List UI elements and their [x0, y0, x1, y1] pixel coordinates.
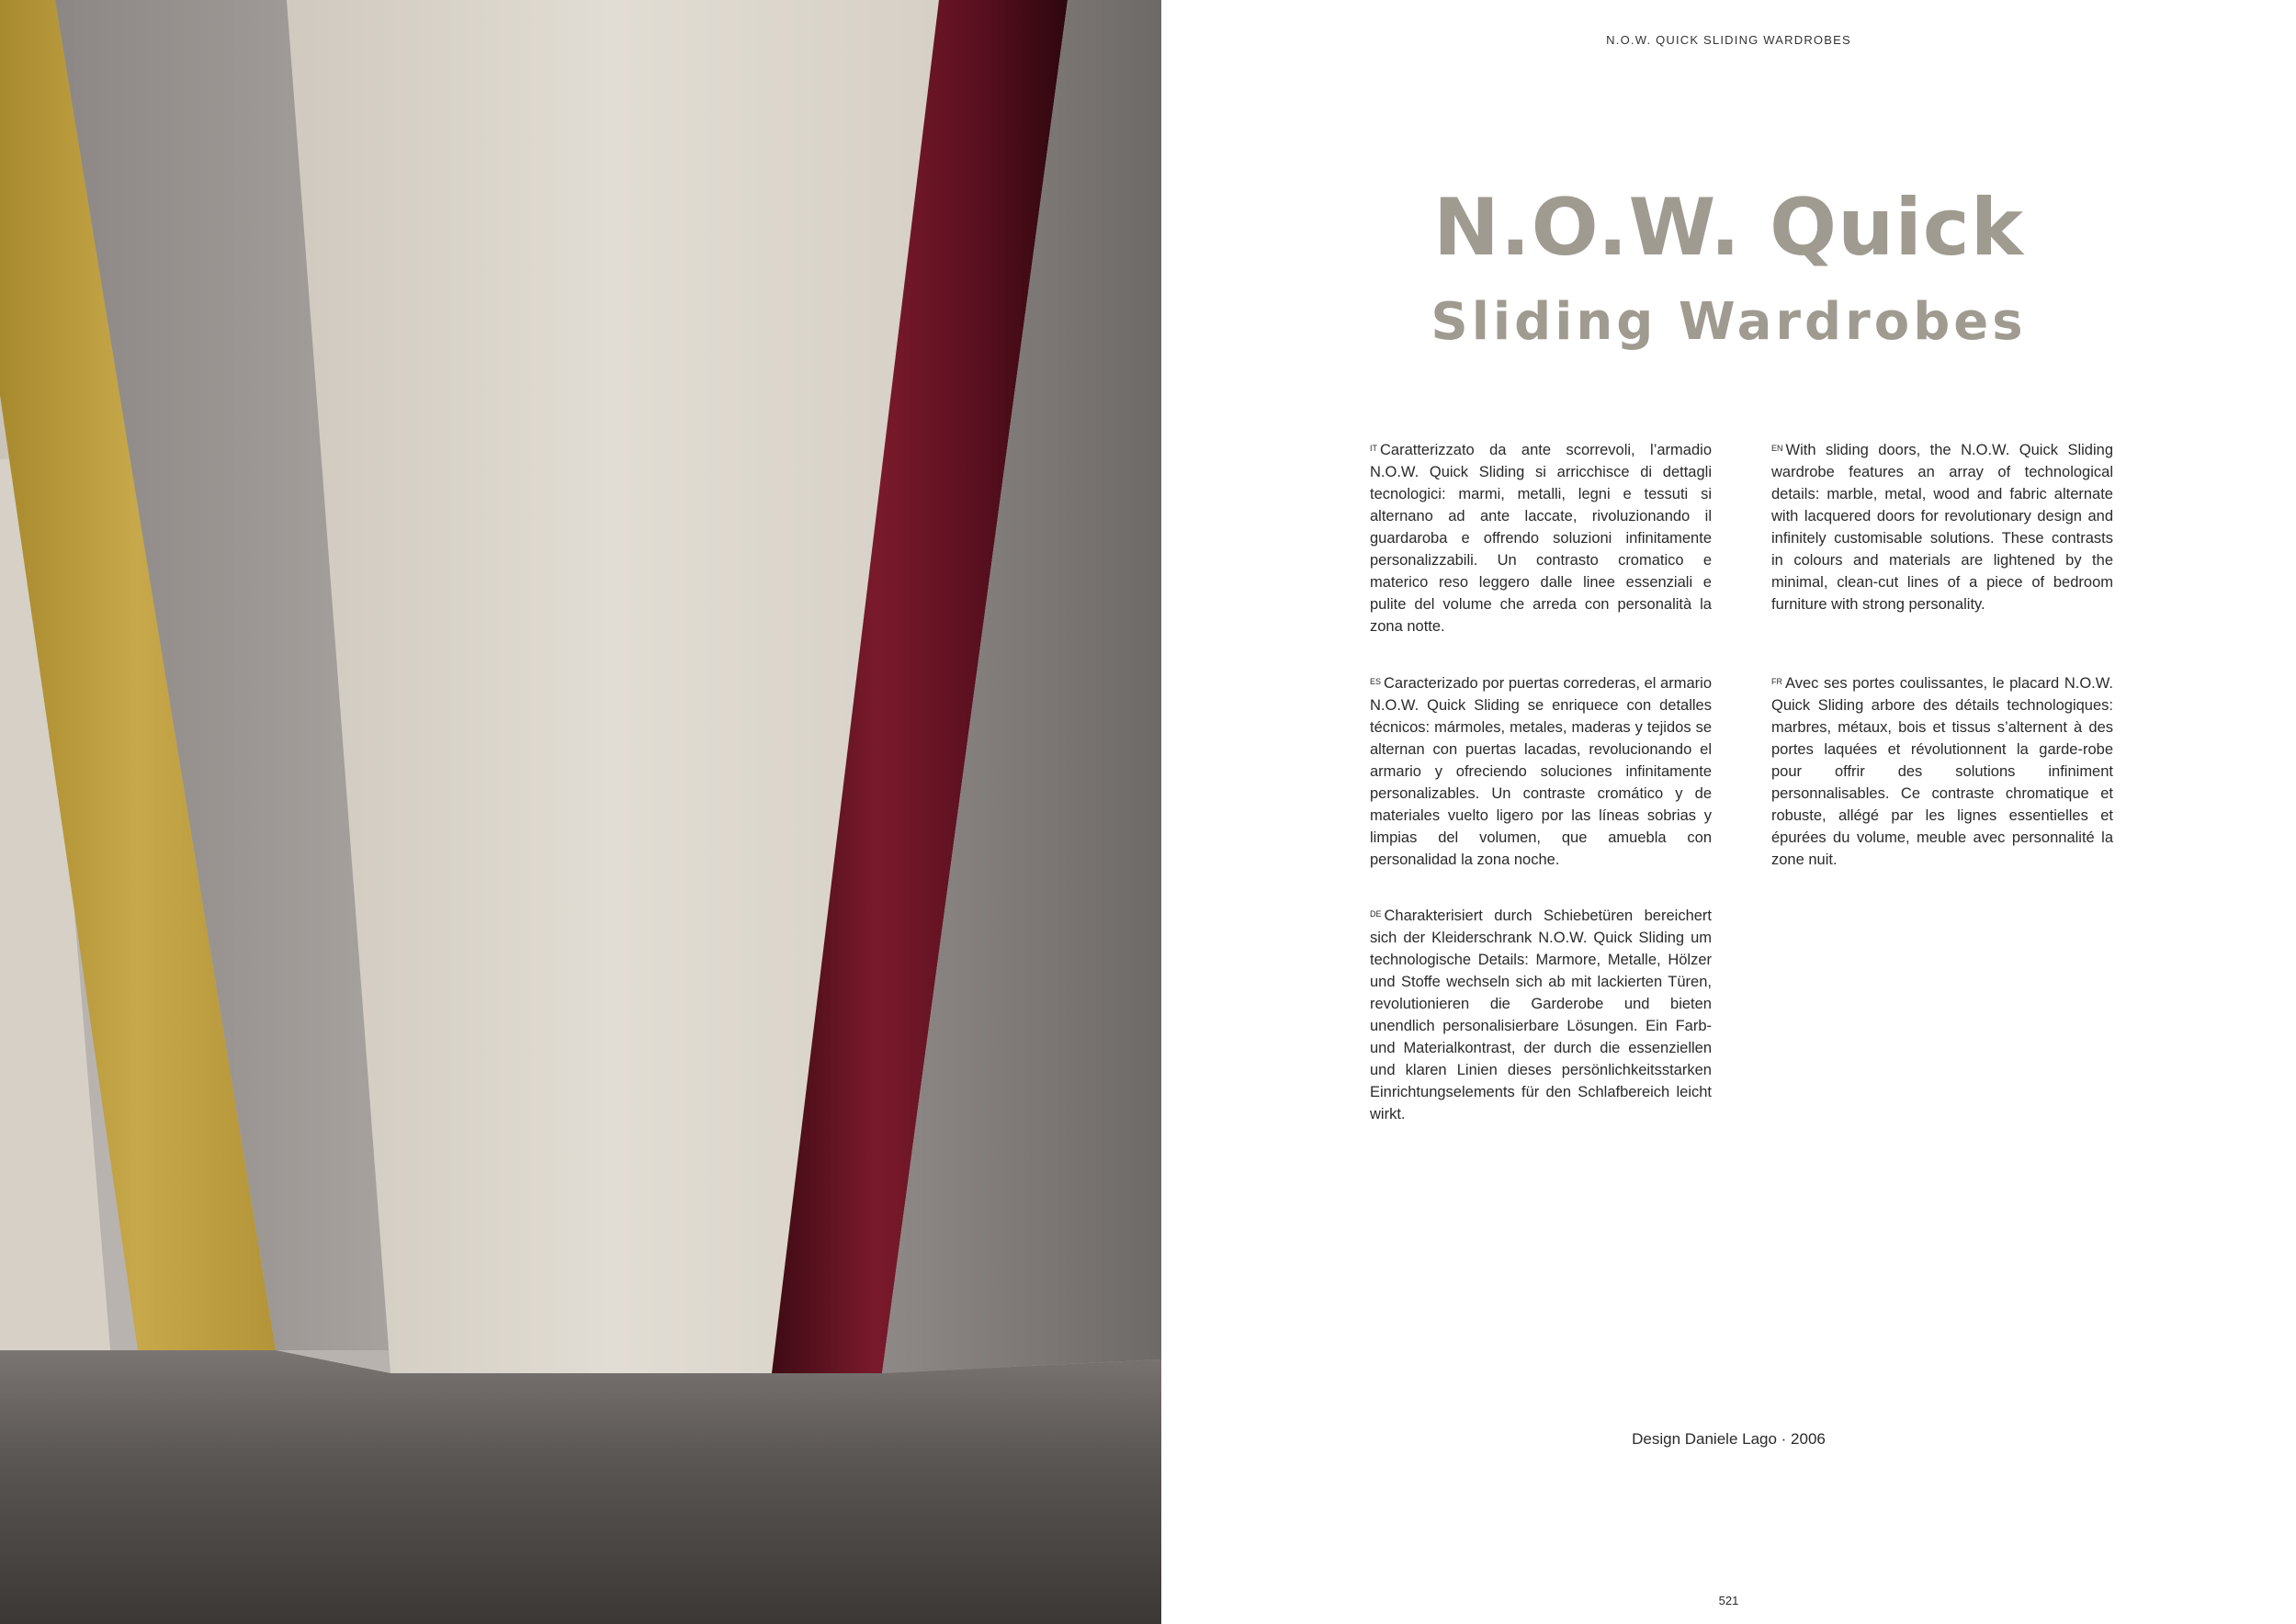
design-credit: Design Daniele Lago · 2006 — [1632, 1430, 1826, 1448]
paragraph-text-en: With sliding doors, the N.O.W. Quick Sliding wardrobe features an array of technological details: marble, metal, wood and fabric alternate with lacquered doors for revolutionary design and infinitely customisable solutions. These contrasts in colours and materials are lightened by the minimal, clean-cut lines of a piece of bedroom furniture with strong personality. — [1771, 442, 2113, 613]
floor — [0, 1350, 1161, 1624]
title-line-2: Sliding Wardrobes — [1431, 292, 2027, 352]
lang-code-it: IT — [1370, 444, 1377, 453]
title-line-1: N.O.W. Quick — [1433, 182, 2024, 274]
paragraph-text-es: Caracterizado por puertas correderas, el armario N.O.W. Quick Sliding se enriquece con detalles técnicos: mármoles, metales, maderas y tejidos se alternan con puertas lacadas, revolucionando el armario y ofreciendo soluciones infinitamente personalizables. Un contraste cromático y de materiales vuelto ligero por las líneas sobrias y limpias del volumen, que amuebla con personalidad la zona noche. — [1370, 675, 1712, 868]
paragraph-spanish — [1370, 672, 1712, 871]
text-page — [1161, 0, 2296, 1624]
paragraph-italian — [1370, 439, 1712, 637]
paragraph-english — [1771, 439, 2113, 615]
running-header: N.O.W. QUICK SLIDING WARDROBES — [1606, 33, 1851, 47]
paragraph-french — [1771, 672, 2113, 871]
paragraph-text-fr: Avec ses portes coulissantes, le placard N.O.W. Quick Sliding arbore des détails technologiques: marbres, métaux, bois et tissus s’alternent à des portes laquées et révolutionnent la garde-robe pour offrir des solutions infiniment personnalisables. Ce contraste chromatique et robuste, allégé par les lignes essentielles et épurées du volume, meuble avec personnalité la zone nuit. — [1771, 675, 2113, 868]
paragraph-german — [1370, 905, 1712, 1125]
paragraph-text-de: Charakterisiert durch Schiebetüren bereichert sich der Kleiderschrank N.O.W. Quick Sliding um technologische Details: Marmore, Metalle, Hölzer und Stoffe wechseln sich ab mit lackierten Türen, revolutionieren die Garderobe und bieten unendlich personalisierbare Lösungen. Ein Farb- und Materialkontrast, der durch die essenziellen und klaren Linien dieses persönlichkeitsstarken Einrichtungselements für den Schlafbereich leicht wirkt. — [1370, 908, 1712, 1122]
lang-code-es: ES — [1370, 677, 1382, 686]
lang-code-fr: FR — [1771, 677, 1782, 686]
lang-code-en: EN — [1771, 444, 1783, 453]
lang-code-de: DE — [1370, 909, 1382, 919]
paragraph-text-it: Caratterizzato da ante scorrevoli, l’armadio N.O.W. Quick Sliding si arricchisce di dettagli tecnologici: marmi, metalli, legni e tessuti si alternano ad ante laccate, rivoluzionando il guardaroba e offrendo soluzioni infinitamente personalizzabili. Un contrasto cromatico e materico reso leggero dalle linee essenziali e pulite del volume che arreda con personalità la zona notte. — [1370, 442, 1712, 635]
page-number: 521 — [1718, 1594, 1739, 1607]
